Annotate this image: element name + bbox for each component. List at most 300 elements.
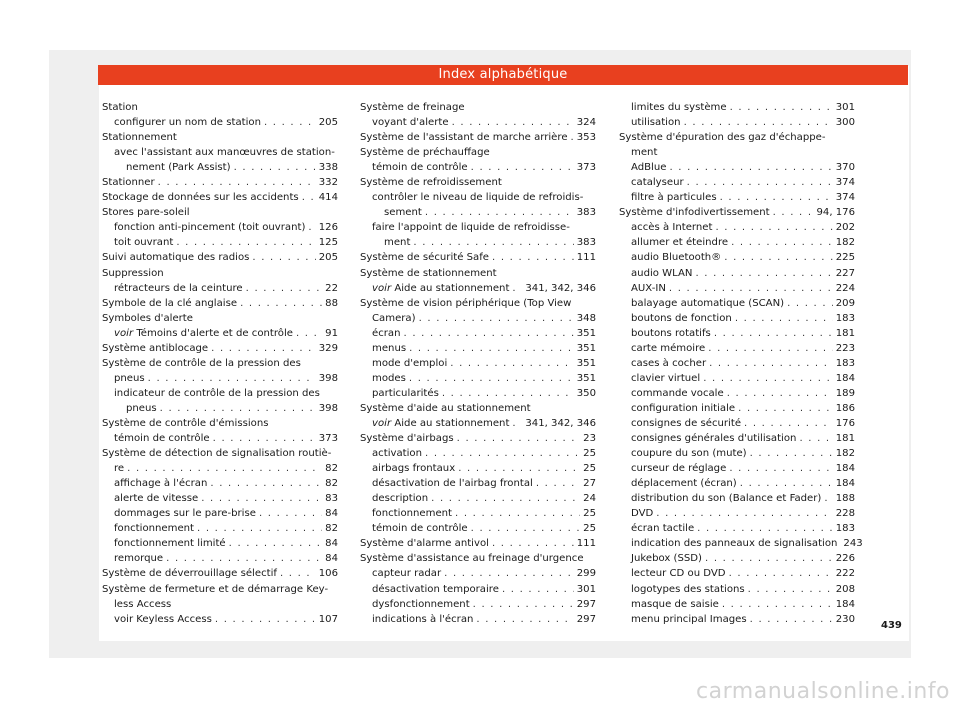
entry-text bbox=[114, 551, 163, 566]
leader-dots bbox=[502, 582, 574, 597]
entry-line bbox=[619, 536, 863, 551]
index-entry bbox=[360, 476, 596, 491]
index-entry bbox=[619, 326, 855, 341]
leader-dots bbox=[458, 461, 580, 476]
index-entry bbox=[102, 266, 338, 281]
index-entry bbox=[102, 491, 338, 506]
entry-page: 414 bbox=[318, 192, 338, 204]
entry-line bbox=[102, 190, 338, 205]
index-entry bbox=[360, 326, 596, 341]
leader-dots bbox=[571, 130, 574, 145]
entry-label: limites du système bbox=[631, 102, 727, 113]
entry-label: dommages sur le pare-brise bbox=[114, 508, 256, 520]
entry-text bbox=[360, 250, 489, 265]
entry-line bbox=[102, 551, 338, 566]
index-entry bbox=[360, 296, 596, 326]
entry-page: 226 bbox=[835, 553, 855, 565]
entry-label: dysfonctionnement bbox=[372, 598, 470, 610]
leader-dots bbox=[492, 250, 574, 265]
entry-page: 300 bbox=[835, 117, 855, 129]
entry-page: 25 bbox=[583, 448, 596, 460]
entry-text bbox=[372, 192, 583, 203]
entry-line bbox=[360, 597, 596, 612]
index-entry bbox=[619, 220, 855, 235]
entry-line bbox=[619, 100, 855, 115]
entry-line bbox=[360, 341, 596, 356]
index-entry bbox=[619, 566, 855, 581]
entry-text bbox=[114, 235, 173, 250]
index-entry bbox=[102, 446, 338, 476]
entry-text bbox=[631, 461, 726, 476]
entry-page: 27 bbox=[583, 478, 596, 490]
entry-page: 184 bbox=[835, 478, 855, 490]
index-entry bbox=[619, 205, 855, 220]
index-entry bbox=[102, 326, 338, 341]
entry-label: voyant d'alerte bbox=[372, 117, 449, 129]
entry-label: Stationner bbox=[102, 177, 155, 189]
entry-line bbox=[360, 175, 596, 190]
entry-label: Système de freinage bbox=[360, 102, 465, 113]
entry-line bbox=[360, 491, 596, 506]
entry-label: fonctionnement bbox=[114, 523, 195, 535]
index-entry bbox=[619, 356, 855, 371]
entry-line bbox=[619, 582, 855, 597]
entry-line bbox=[360, 566, 596, 581]
leader-dots bbox=[409, 371, 574, 386]
entry-line bbox=[619, 145, 855, 160]
see-reference: voir bbox=[372, 282, 392, 294]
entry-page: 82 bbox=[325, 523, 338, 535]
index-entry bbox=[102, 311, 338, 326]
entry-page: 107 bbox=[318, 613, 338, 625]
entry-text bbox=[631, 371, 700, 386]
entry-text bbox=[631, 147, 657, 158]
entry-label: Système d'airbags bbox=[360, 433, 454, 445]
entry-text bbox=[372, 612, 473, 627]
entry-page: 111 bbox=[576, 538, 596, 550]
leader-dots bbox=[824, 491, 832, 506]
entry-text bbox=[372, 476, 533, 491]
entry-line bbox=[619, 551, 855, 566]
entry-label: consignes de sécurité bbox=[631, 417, 742, 429]
entry-label: Système de préchauffage bbox=[360, 147, 490, 159]
entry-line bbox=[102, 266, 338, 281]
entry-label: distribution du son (Balance et Fader) bbox=[631, 493, 822, 505]
entry-text bbox=[372, 386, 439, 401]
entry-page: 181 bbox=[835, 327, 855, 339]
leader-dots bbox=[705, 551, 833, 566]
leader-dots bbox=[450, 356, 573, 371]
entry-line bbox=[360, 431, 596, 446]
entry-text bbox=[372, 356, 447, 371]
entry-line bbox=[102, 356, 338, 371]
entry-line bbox=[619, 401, 855, 416]
entry-label: déplacement (écran) bbox=[631, 478, 737, 490]
entry-text bbox=[631, 401, 735, 416]
entry-label: Système d'aide au stationnement bbox=[360, 402, 531, 414]
entry-text bbox=[619, 205, 770, 220]
entry-text bbox=[114, 115, 261, 130]
entry-line bbox=[360, 266, 596, 281]
leader-dots bbox=[799, 431, 832, 446]
leader-dots bbox=[730, 100, 833, 115]
entry-line bbox=[619, 416, 855, 431]
entry-label: Témoins d'alerte et de contrôle bbox=[136, 327, 293, 339]
entry-page: 301 bbox=[835, 102, 855, 113]
watermark: carmanualsonline.info bbox=[696, 679, 950, 704]
leader-dots bbox=[210, 476, 322, 491]
index-entry bbox=[360, 190, 596, 220]
entry-text bbox=[631, 551, 702, 566]
entry-line bbox=[360, 145, 596, 160]
entry-line bbox=[619, 597, 855, 612]
index-entry bbox=[619, 446, 855, 461]
entry-text bbox=[114, 612, 212, 627]
entry-text bbox=[114, 461, 124, 476]
index-entry bbox=[360, 597, 596, 612]
index-entry bbox=[360, 446, 596, 461]
leader-dots bbox=[744, 416, 833, 431]
entry-page: 22 bbox=[325, 282, 338, 294]
entry-line bbox=[619, 235, 855, 250]
index-entry bbox=[360, 401, 596, 416]
leader-dots bbox=[714, 326, 833, 341]
entry-label: écran tactile bbox=[631, 523, 695, 535]
index-entry bbox=[102, 506, 338, 521]
entry-text bbox=[360, 147, 490, 158]
entry-text bbox=[360, 536, 489, 551]
entry-page: 91 bbox=[325, 327, 338, 339]
entry-label: Système de vision périphérique (Top View bbox=[360, 297, 572, 309]
index-entry bbox=[619, 491, 855, 506]
leader-dots bbox=[492, 536, 574, 551]
index-entry bbox=[102, 145, 338, 175]
index-entry bbox=[360, 160, 596, 175]
leader-dots bbox=[773, 205, 814, 220]
entry-text bbox=[631, 160, 666, 175]
entry-label: indicateur de contrôle de la pression des bbox=[114, 387, 320, 399]
index-entry bbox=[102, 356, 338, 386]
leader-dots bbox=[425, 205, 574, 220]
index-entry bbox=[102, 235, 338, 250]
entry-text bbox=[114, 281, 243, 296]
index-entry bbox=[102, 115, 338, 130]
entry-line bbox=[102, 446, 338, 461]
entry-label: rétracteurs de la ceinture bbox=[114, 282, 243, 294]
index-entry bbox=[619, 311, 855, 326]
entry-text bbox=[114, 521, 194, 536]
entry-text bbox=[102, 296, 237, 311]
entry-page: 176 bbox=[835, 417, 855, 429]
entry-page: 351 bbox=[576, 372, 596, 384]
leader-dots bbox=[512, 281, 522, 296]
entry-text bbox=[360, 130, 568, 145]
entry-text bbox=[631, 386, 724, 401]
leader-dots bbox=[213, 431, 316, 446]
entry-page: 182 bbox=[835, 237, 855, 249]
entry-line bbox=[360, 612, 596, 627]
index-entry bbox=[102, 281, 338, 296]
entry-text bbox=[102, 207, 190, 218]
entry-text bbox=[631, 100, 727, 115]
entry-page: 182 bbox=[835, 448, 855, 460]
entry-label: Aide au stationnement bbox=[394, 282, 510, 294]
entry-text bbox=[372, 115, 449, 130]
entry-label: pneus bbox=[114, 372, 145, 384]
page-number: 439 bbox=[881, 620, 902, 631]
entry-text bbox=[360, 298, 571, 309]
entry-line bbox=[102, 296, 338, 311]
entry-page: 341, 342, 346 bbox=[525, 282, 596, 294]
entry-label: alerte de vitesse bbox=[114, 493, 199, 505]
index-entry bbox=[360, 130, 596, 145]
entry-label: re bbox=[114, 463, 125, 475]
entry-page: 297 bbox=[576, 598, 596, 610]
entry-line bbox=[619, 220, 855, 235]
index-entry bbox=[360, 566, 596, 581]
entry-label: ment bbox=[631, 147, 658, 159]
entry-page: 183 bbox=[835, 523, 855, 535]
entry-page: 25 bbox=[583, 523, 596, 535]
entry-text bbox=[631, 536, 837, 551]
entry-label: Symboles d'alerte bbox=[102, 312, 193, 324]
entry-text bbox=[631, 446, 747, 461]
entry-page: 25 bbox=[583, 508, 596, 520]
entry-line bbox=[360, 190, 596, 205]
entry-line bbox=[360, 416, 596, 431]
entry-label: Stockage de données sur les accidents bbox=[102, 192, 299, 204]
entry-line bbox=[619, 476, 855, 491]
leader-dots bbox=[229, 536, 323, 551]
entry-text bbox=[372, 341, 406, 356]
entry-text bbox=[114, 506, 256, 521]
entry-label: Système de l'assistant de marche arrière bbox=[360, 132, 568, 144]
leader-dots bbox=[471, 160, 574, 175]
entry-label: logotypes des stations bbox=[631, 583, 745, 595]
entry-page: 353 bbox=[576, 132, 596, 144]
entry-line bbox=[619, 341, 855, 356]
leader-dots bbox=[308, 220, 315, 235]
entry-text bbox=[631, 566, 726, 581]
entry-text bbox=[372, 222, 570, 233]
entry-line bbox=[360, 386, 596, 401]
entry-line bbox=[619, 190, 855, 205]
entry-label: écran bbox=[372, 327, 401, 339]
leader-dots bbox=[703, 371, 833, 386]
entry-text bbox=[372, 566, 441, 581]
entry-page: 383 bbox=[576, 207, 596, 219]
entry-line bbox=[360, 115, 596, 130]
entry-text bbox=[102, 448, 331, 459]
index-entry bbox=[360, 612, 596, 627]
leader-dots bbox=[211, 341, 316, 356]
leader-dots bbox=[750, 446, 833, 461]
entry-line bbox=[102, 250, 338, 265]
entry-page: 350 bbox=[576, 387, 596, 399]
entry-label: carte mémoire bbox=[631, 342, 706, 354]
entry-label: Aide au stationnement bbox=[394, 417, 510, 429]
entry-label: menus bbox=[372, 342, 407, 354]
index-entry bbox=[360, 250, 596, 265]
entry-page: 125 bbox=[318, 237, 338, 249]
entry-page: 126 bbox=[318, 222, 338, 234]
entry-line bbox=[619, 326, 855, 341]
entry-page: 183 bbox=[835, 312, 855, 324]
entry-line bbox=[102, 281, 338, 296]
entry-page: 329 bbox=[318, 342, 338, 354]
entry-line bbox=[619, 446, 855, 461]
entry-page: 84 bbox=[325, 553, 338, 565]
index-entry bbox=[102, 296, 338, 311]
entry-page: 351 bbox=[576, 327, 596, 339]
entry-text bbox=[631, 326, 711, 341]
index-entry bbox=[360, 175, 596, 190]
entry-text bbox=[102, 190, 299, 205]
entry-label: DVD bbox=[631, 508, 654, 520]
leader-dots bbox=[697, 521, 833, 536]
entry-label: indication des panneaux de signalisation bbox=[631, 538, 838, 550]
entry-label: accès à Internet bbox=[631, 222, 713, 234]
entry-label: Station bbox=[102, 102, 138, 113]
entry-text bbox=[360, 431, 454, 446]
leader-dots bbox=[252, 250, 315, 265]
index-entry bbox=[102, 190, 338, 205]
entry-label: Système de sécurité Safe bbox=[360, 252, 489, 264]
entry-page: 184 bbox=[835, 372, 855, 384]
entry-label: Système de contrôle de la pression des bbox=[102, 357, 301, 369]
entry-page: 205 bbox=[318, 117, 338, 129]
entry-line bbox=[360, 220, 596, 235]
index-entry bbox=[619, 431, 855, 446]
index-entry bbox=[619, 521, 855, 536]
entry-text bbox=[631, 597, 719, 612]
entry-page: 183 bbox=[835, 357, 855, 369]
entry-page: 224 bbox=[835, 282, 855, 294]
entry-label: utilisation bbox=[631, 117, 681, 129]
entry-text bbox=[102, 175, 155, 190]
entry-line bbox=[102, 115, 338, 130]
leader-dots bbox=[455, 506, 580, 521]
leader-dots bbox=[240, 296, 322, 311]
leader-dots bbox=[264, 115, 316, 130]
index-entry bbox=[360, 386, 596, 401]
entry-label: Système antiblocage bbox=[102, 342, 209, 354]
entry-line bbox=[102, 100, 338, 115]
index-entry bbox=[102, 536, 338, 551]
entry-line bbox=[360, 371, 596, 386]
entry-label: filtre à particules bbox=[631, 192, 717, 204]
entry-text bbox=[372, 160, 468, 175]
entry-label: Système d'alarme antivol bbox=[360, 538, 489, 550]
entry-label: Camera) bbox=[372, 312, 416, 324]
leader-dots bbox=[166, 551, 322, 566]
index-entry bbox=[102, 386, 338, 416]
leader-dots bbox=[127, 461, 322, 476]
entry-line bbox=[102, 371, 338, 386]
leader-dots bbox=[695, 266, 832, 281]
entry-text bbox=[631, 220, 712, 235]
entry-label: Jukebox (SSD) bbox=[631, 553, 702, 565]
entry-line bbox=[102, 311, 338, 326]
entry-label: Stationnement bbox=[102, 132, 177, 144]
entry-label: balayage automatique (SCAN) bbox=[631, 297, 785, 309]
index-entry bbox=[360, 371, 596, 386]
entry-line bbox=[102, 416, 338, 431]
index-entry bbox=[360, 431, 596, 446]
index-entry bbox=[360, 356, 596, 371]
leader-dots bbox=[473, 597, 574, 612]
entry-label: coupure du son (mute) bbox=[631, 448, 747, 460]
entry-page: 82 bbox=[325, 463, 338, 475]
index-entry bbox=[360, 266, 596, 281]
index-entry bbox=[102, 612, 338, 627]
entry-label: AUX-IN bbox=[631, 282, 666, 294]
entry-page: 82 bbox=[325, 478, 338, 490]
entry-line bbox=[619, 115, 855, 130]
index-entry bbox=[102, 175, 338, 190]
entry-label: audio Bluetooth® bbox=[631, 252, 722, 264]
entry-text bbox=[102, 268, 164, 279]
entry-line bbox=[102, 205, 338, 220]
index-entry bbox=[619, 612, 855, 627]
index-entry bbox=[619, 582, 855, 597]
leader-dots bbox=[476, 612, 573, 627]
entry-page: 223 bbox=[835, 342, 855, 354]
index-entry bbox=[360, 582, 596, 597]
entry-text bbox=[114, 147, 335, 158]
leader-dots bbox=[727, 386, 833, 401]
leader-dots bbox=[234, 160, 316, 175]
entry-text bbox=[372, 506, 452, 521]
entry-line bbox=[619, 506, 855, 521]
leader-dots bbox=[787, 296, 833, 311]
entry-text bbox=[102, 313, 193, 324]
entry-page: 373 bbox=[318, 433, 338, 445]
entry-label: clavier virtuel bbox=[631, 372, 701, 384]
entry-line bbox=[102, 461, 338, 476]
entry-line bbox=[102, 326, 338, 341]
index-entry bbox=[360, 551, 596, 566]
entry-label: faire l'appoint de liquide de refroidisse- bbox=[372, 222, 570, 234]
entry-line bbox=[102, 536, 338, 551]
entry-text bbox=[631, 491, 821, 506]
index-entry bbox=[102, 130, 338, 145]
entry-label: désactivation temporaire bbox=[372, 583, 499, 595]
entry-line bbox=[619, 566, 855, 581]
entry-page: 341, 342, 346 bbox=[525, 417, 596, 429]
entry-text bbox=[372, 491, 428, 506]
entry-text bbox=[102, 341, 208, 356]
index-entry bbox=[360, 521, 596, 536]
index-entry bbox=[102, 220, 338, 235]
index-entry bbox=[619, 115, 855, 130]
entry-page: 297 bbox=[576, 613, 596, 625]
entry-line bbox=[102, 160, 338, 175]
leader-dots bbox=[176, 235, 315, 250]
leader-dots bbox=[158, 175, 316, 190]
entry-label: modes bbox=[372, 372, 406, 384]
leader-dots bbox=[259, 506, 322, 521]
entry-page: 209 bbox=[835, 297, 855, 309]
page-frame bbox=[49, 50, 911, 658]
leader-dots bbox=[709, 356, 833, 371]
index-entry bbox=[102, 566, 338, 581]
see-reference: voir bbox=[372, 417, 392, 429]
entry-line bbox=[619, 521, 855, 536]
index-entry bbox=[102, 521, 338, 536]
entry-line bbox=[102, 566, 338, 581]
entry-text bbox=[631, 341, 705, 356]
